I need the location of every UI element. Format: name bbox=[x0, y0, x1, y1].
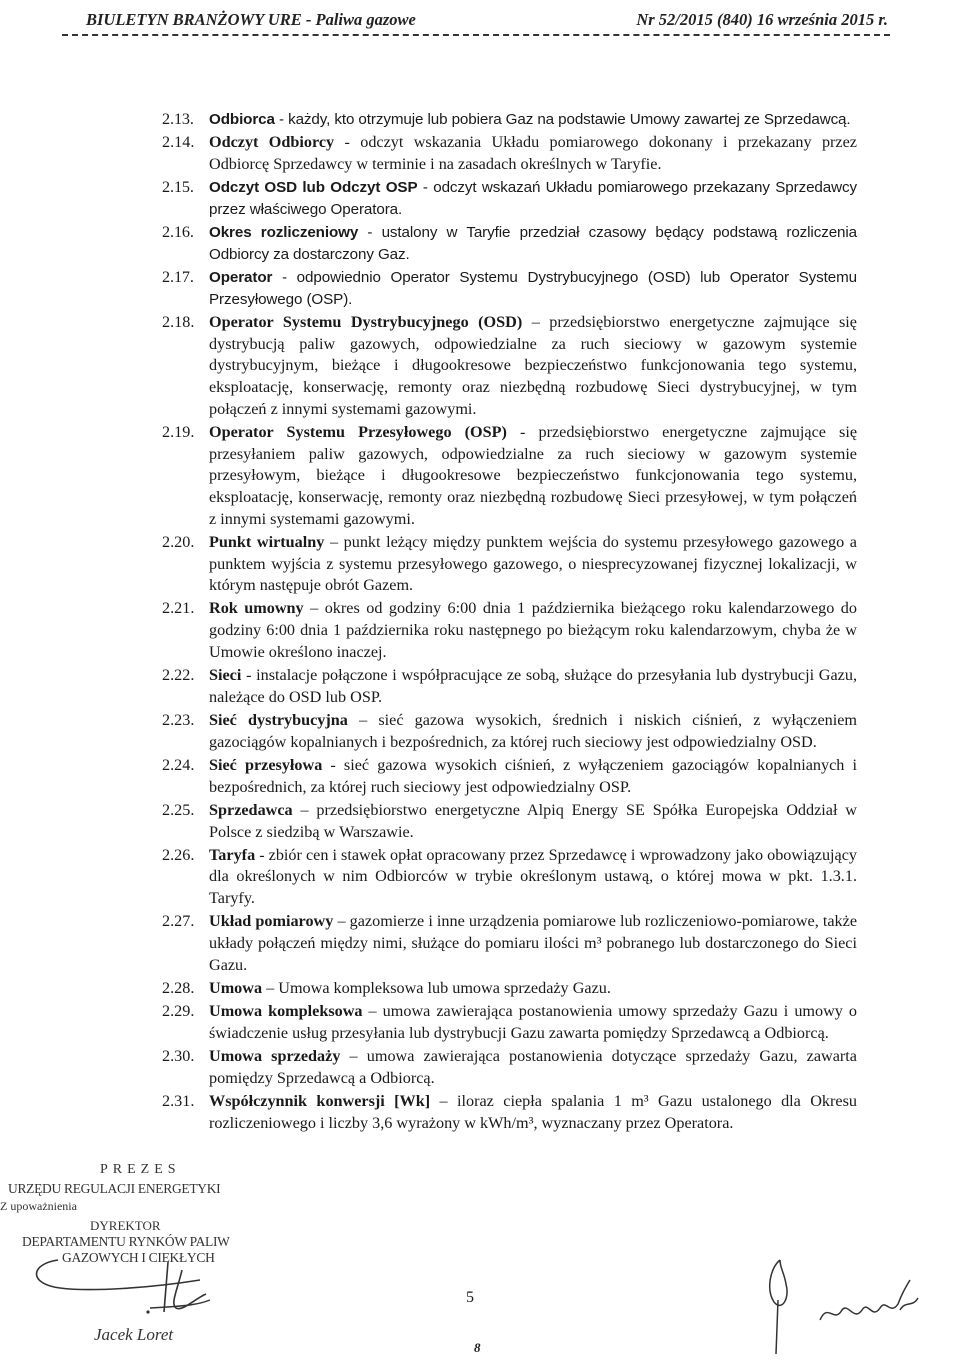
definition-term: Taryfa bbox=[209, 845, 256, 864]
definition-term: Umowa bbox=[209, 978, 263, 997]
definition-number: 2.15. bbox=[162, 178, 194, 197]
definition-number: 2.24. bbox=[162, 755, 195, 774]
page-number: 5 bbox=[466, 1289, 474, 1306]
definition-text: – iloraz ciepła spalania 1 m³ Gazu ustalonego dla Okresu rozliczeniowego i liczby 3,6 wyrażony w kWh/m³, wyznaczany przez Operatora. bbox=[209, 1091, 857, 1132]
definition-body bbox=[209, 665, 857, 708]
definition-body bbox=[209, 1091, 857, 1134]
definition-text: - instalacje połączone i współpracujące ze sobą, służące do przesyłania lub dystrybucji Gazu, należące do OSD lub OSP. bbox=[209, 666, 857, 706]
definition-body bbox=[209, 800, 857, 843]
stamp-line-director: DYREKTOR bbox=[90, 1218, 161, 1233]
definition-item bbox=[162, 800, 857, 843]
bulletin-header bbox=[86, 4, 888, 38]
definitions-list bbox=[162, 109, 857, 1136]
definition-text: – przedsiębiorstwo energetyczne zajmujące się dystrybucją paliw gazowych, odpowiedzialne za ruch sieciowy w gazowym systemie dystrybucyjnym, bieżące i długookresowe bezpieczeństwo funkcjonowania tego systemu, eksploatację, konserwację, remonty oraz niezbędną rozbudowę Sieci dystrybucyjnej, w tym połączeń z innymi systemami gazowymi. bbox=[209, 312, 857, 418]
definition-body bbox=[209, 222, 857, 265]
definition-number: 2.27. bbox=[162, 912, 195, 931]
definition-term: Odbiorca bbox=[209, 111, 275, 128]
definition-item bbox=[162, 267, 857, 310]
definition-text: - sieć gazowa wysokich ciśnień, z wyłączeniem gazociągów kopalnianych i bezpośrednich, za której ruch sieciowy jest odpowiedzialny OSP. bbox=[209, 755, 857, 796]
definition-text: - odczyt wskazania Układu pomiarowego dokonany i przekazany przez Odbiorcę Sprzedawcy w terminie i na zasadach określnych w Taryfie. bbox=[209, 133, 857, 173]
definition-body bbox=[209, 755, 857, 798]
definition-term: Operator Systemu Dystrybucyjnego (OSD) bbox=[209, 312, 523, 331]
definition-number: 2.30. bbox=[162, 1047, 195, 1066]
definition-body bbox=[209, 1046, 857, 1089]
definition-body bbox=[209, 598, 857, 663]
definition-text: - odpowiednio Operator Systemu Dystrybucyjnego (OSD) lub Operator Systemu Przesyłowego (OSP). bbox=[209, 268, 857, 308]
definition-item bbox=[162, 222, 857, 265]
definition-text: - każdy, kto otrzymuje lub pobiera Gaz na podstawie Umowy zawartej ze Sprzedawcą. bbox=[274, 111, 851, 128]
definition-number: 2.13. bbox=[162, 110, 194, 128]
definition-text: – punkt leżący między punktem wejścia do systemu przesyłowego gazowego a punktem wyjścia z systemu przesyłowego gazowego, o niesprecyzowanej fizycznej lokalizacji, w którym następuje obrót Gazem. bbox=[209, 532, 857, 595]
definition-item bbox=[162, 422, 857, 531]
definition-number: 2.23. bbox=[162, 710, 195, 729]
definition-term: Sieć przesyłowa bbox=[209, 755, 323, 774]
definition-item bbox=[162, 177, 857, 220]
definition-item bbox=[162, 1091, 857, 1134]
definition-body bbox=[209, 911, 857, 976]
header-divider bbox=[62, 34, 890, 36]
definition-body bbox=[209, 978, 857, 1000]
definition-text: – umowa zawierająca postanowienia umowy sprzedaży Gazu i umowy o świadczenie usług przesyłania lub dystrybucji Gazu zawarta pomiędzy Sprzedawcą a Odbiorcą. bbox=[209, 1002, 858, 1042]
definition-item bbox=[162, 109, 857, 131]
definition-item bbox=[162, 755, 857, 798]
definition-text: - zbiór cen i stawek opłat opracowany przez Sprzedawcę i wprowadzony jako obowiązujący dla określonych w nim Odbiorców w trybie określonym ustawą, o której mowa w pkt. 1.3.1. Taryfy. bbox=[209, 845, 858, 908]
definition-item bbox=[162, 132, 857, 175]
initials-signature-icon bbox=[750, 1250, 950, 1360]
definition-term: Umowa kompleksowa bbox=[209, 1002, 363, 1021]
stamp-line-president: PREZES bbox=[100, 1162, 181, 1177]
definition-number: 2.17. bbox=[162, 267, 194, 286]
definition-text: – sieć gazowa wysokich, średnich i niskich ciśnień, z wyłączeniem gazociągów kopalnianych i bezpośrednich, za której ruch sieciowy jest odpowiedzialny OSD. bbox=[209, 710, 857, 751]
definition-item bbox=[162, 665, 857, 708]
definition-body bbox=[209, 267, 857, 310]
stamp-line-fuels: GAZOWYCH I CIEKŁYCH bbox=[62, 1250, 215, 1265]
definition-number: 2.14. bbox=[162, 133, 195, 152]
stamp-line-office: URZĘDU REGULACJI ENERGETYKI bbox=[8, 1181, 221, 1196]
definition-number: 2.31. bbox=[162, 1091, 195, 1110]
definition-term: Sieci bbox=[209, 666, 242, 685]
handwritten-signature-icon bbox=[0, 1248, 240, 1328]
definition-number: 2.29. bbox=[162, 1002, 195, 1021]
definition-body bbox=[209, 422, 857, 531]
definition-term: Odczyt OSD lub Odczyt OSP bbox=[209, 179, 418, 197]
definition-term: Sieć dystrybucyjna bbox=[209, 710, 348, 729]
bulletin-issue: Nr 52/2015 (840) 16 września 2015 r. bbox=[636, 10, 888, 29]
definition-body bbox=[209, 132, 857, 175]
definition-number: 2.20. bbox=[162, 532, 195, 551]
definition-body bbox=[209, 1001, 857, 1044]
definition-number: 2.26. bbox=[162, 845, 195, 864]
definition-term: Sprzedawca bbox=[209, 800, 293, 819]
definition-body bbox=[209, 532, 857, 597]
definition-item bbox=[162, 1001, 857, 1044]
definition-term: Okres rozliczeniowy bbox=[209, 224, 359, 242]
definition-item bbox=[162, 598, 857, 663]
definition-body bbox=[209, 177, 857, 220]
definition-body bbox=[209, 109, 857, 131]
definition-text: – Umowa kompleksowa lub umowa sprzedaży Gazu. bbox=[262, 978, 611, 997]
definition-item bbox=[162, 532, 857, 597]
definition-term: Współczynnik konwersji [Wk] bbox=[209, 1091, 431, 1110]
definition-text: – okres od godziny 6:00 dnia 1 października bieżącego roku kalendarzowego do godziny 6:00 dnia 1 października roku następnego po bieżącym roku kalendarzowym, chyba że w Umowie określono inaczej. bbox=[209, 599, 857, 661]
signatory-name: Jacek Loret bbox=[94, 1325, 174, 1344]
definition-term: Operator bbox=[209, 268, 273, 286]
sub-page-number: 8 bbox=[474, 1340, 481, 1355]
definition-term: Rok umowny bbox=[209, 599, 304, 618]
stamp-line-department: DEPARTAMENTU RYNKÓW PALIW bbox=[22, 1234, 230, 1249]
definition-text: - ustalony w Taryfie przedział czasowy będący podstawą rozliczenia Odbiorcy za dostarczony Gaz. bbox=[209, 224, 858, 263]
definition-number: 2.16. bbox=[162, 223, 194, 242]
definition-item bbox=[162, 845, 857, 910]
definition-number: 2.28. bbox=[162, 978, 195, 997]
definition-text: - przedsiębiorstwo energetyczne zajmujące się przesyłaniem paliw gazowych, odpowiedzialne za ruch sieciowy w gazowym systemie przesyłowym, bieżące i długookresowe bezpieczeństwo funkcjonowania tego systemu, eksploatację, konserwację, remonty oraz niezbędną rozbudowę Sieci przesyłowej, w tym połączeń z innymi systemami gazowymi. bbox=[209, 422, 858, 528]
definition-item bbox=[162, 312, 857, 421]
definition-item bbox=[162, 710, 857, 753]
definition-term: Umowa sprzedaży bbox=[209, 1047, 341, 1066]
definition-body bbox=[209, 710, 857, 753]
definition-term: Odczyt Odbiorcy bbox=[209, 133, 335, 152]
definition-number: 2.21. bbox=[162, 599, 195, 618]
definition-text: – gazomierze i inne urządzenia pomiarowe lub rozliczeniowo-pomiarowe, także układy połączeń między nimi, służące do pomiaru ilości m³ pobranego lub dostarczonego do Sieci Gazu. bbox=[209, 912, 857, 974]
definition-text: – umowa zawierająca postanowienia dotyczące sprzedaży Gazu, zawarta pomiędzy Sprzedawcą a Odbiorcą. bbox=[209, 1047, 857, 1087]
definition-number: 2.18. bbox=[162, 312, 195, 331]
official-stamp bbox=[0, 1162, 300, 1362]
definition-term: Układ pomiarowy bbox=[209, 912, 334, 931]
definition-item bbox=[162, 978, 857, 1000]
definition-body bbox=[209, 845, 857, 910]
definition-item bbox=[162, 911, 857, 976]
definition-number: 2.22. bbox=[162, 666, 195, 685]
definition-body bbox=[209, 312, 857, 421]
definition-term: Operator Systemu Przesyłowego (OSP) bbox=[209, 422, 507, 441]
stamp-line-authorization: Z upoważnienia bbox=[0, 1199, 77, 1213]
definition-number: 2.19. bbox=[162, 422, 195, 441]
definition-text: - odczyt wskazań Układu pomiarowego przekazany Sprzedawcy przez właściwego Operatora. bbox=[209, 179, 857, 218]
definition-number: 2.25. bbox=[162, 800, 195, 819]
bulletin-title: BIULETYN BRANŻOWY URE - Paliwa gazowe bbox=[86, 10, 416, 29]
definition-item bbox=[162, 1046, 857, 1089]
definition-term: Punkt wirtualny bbox=[209, 532, 325, 551]
definition-text: – przedsiębiorstwo energetyczne Alpiq Energy SE Spółka Europejska Oddział w Polsce z siedzibą w Warszawie. bbox=[209, 800, 857, 841]
